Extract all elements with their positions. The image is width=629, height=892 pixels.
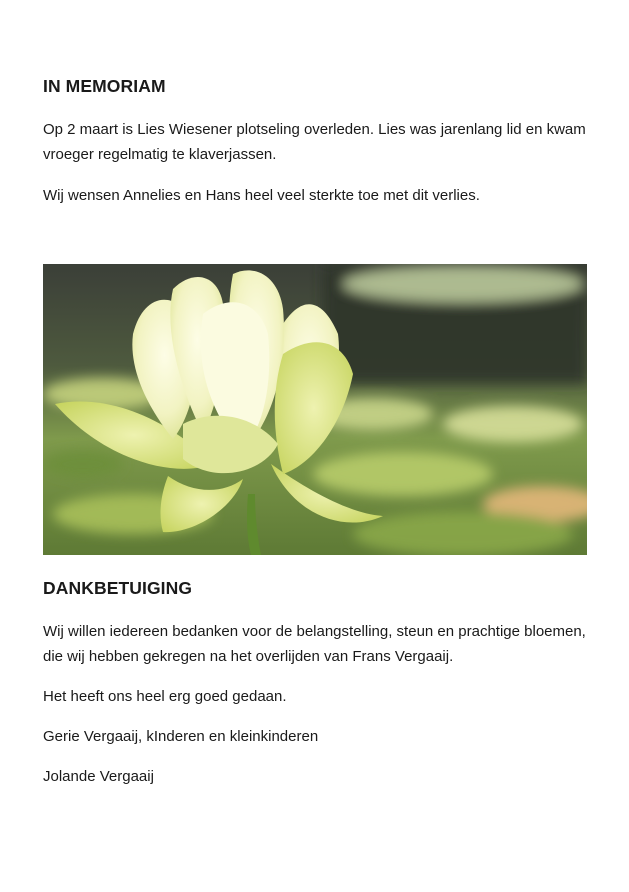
dankbetuiging-heading: DANKBETUIGING (43, 578, 193, 598)
memoriam-paragraph-1: Op 2 maart is Lies Wiesener plotseling overleden. Lies was jarenlang lid en kwam vroeger regelmatig te klaverjassen. (43, 121, 586, 163)
dankbetuiging-paragraph-1: Wij willen iedereen bedanken voor de belangstelling, steun en prachtige bloemen, die wij hebben gekregen na het overlijden van Frans Vergaaij. (43, 623, 586, 665)
memoriam-heading: IN MEMORIAM (43, 76, 166, 96)
dankbetuiging-paragraph-2: Het heeft ons heel erg goed gedaan. (43, 688, 287, 705)
memoriam-paragraph-2: Wij wensen Annelies en Hans heel veel sterkte toe met dit verlies. (43, 187, 480, 204)
signature-family: Gerie Vergaaij, kInderen en kleinkinderen (43, 728, 319, 745)
lotus-flower-photo (43, 264, 587, 555)
signature-name: Jolande Vergaaij (43, 768, 154, 785)
